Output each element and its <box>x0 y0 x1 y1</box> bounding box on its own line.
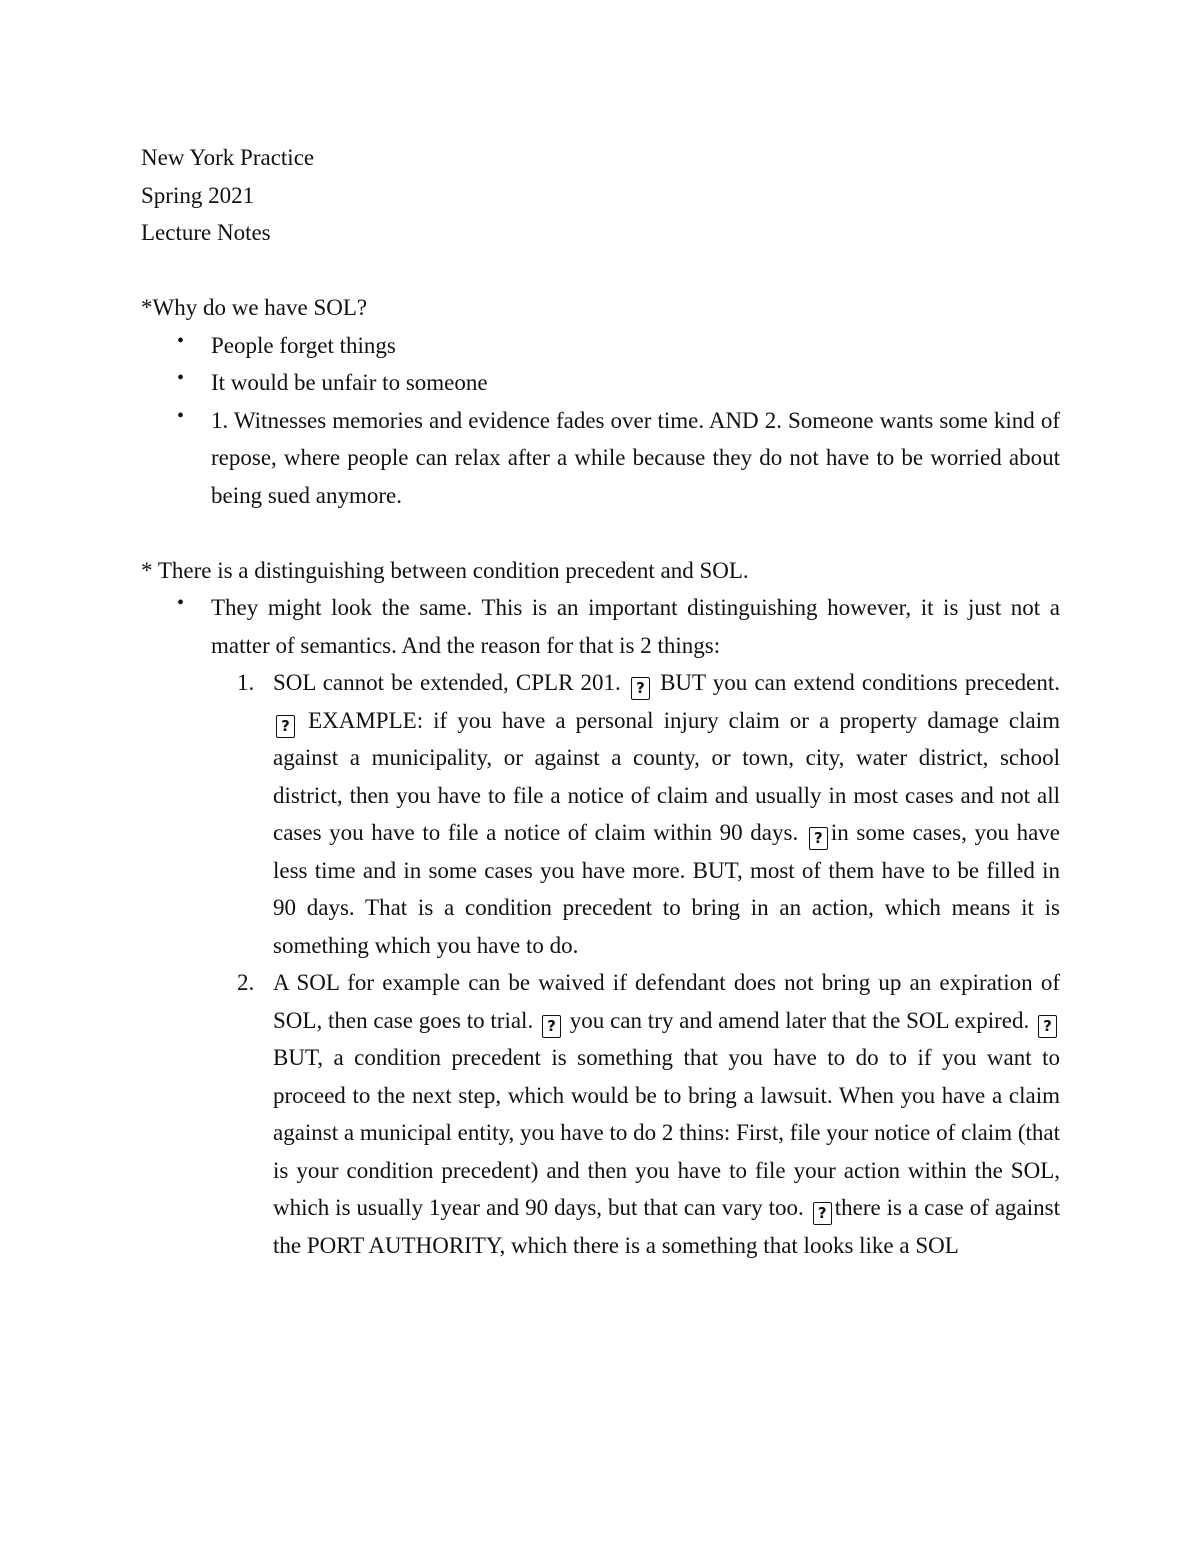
numbered-item <box>237 664 1061 964</box>
item-text: in some cases, you have less time and in some cases you have more. BUT, most of them have to be filled in 90 days. That is a condition precedent to bring in an action, which means it is something which you have to do. <box>273 820 1061 958</box>
item-text: you can try and amend later that the SOL expired. <box>569 1007 1030 1033</box>
missing-glyph-box-icon: ? <box>542 1015 561 1038</box>
missing-glyph-box-icon: ? <box>813 1202 832 1225</box>
blank-line <box>141 252 1060 290</box>
document-body <box>141 139 1060 1264</box>
bullet-item <box>211 589 1060 1264</box>
bullet-item: • People forget things <box>211 327 1060 365</box>
missing-glyph-box-icon: ? <box>276 715 295 738</box>
section-heading-condition-precedent: * There is a distinguishing between condition precedent and SOL. <box>141 557 749 583</box>
numbered-item <box>237 964 1060 1264</box>
document-type-label: Lecture Notes <box>141 220 271 245</box>
item-text: EXAMPLE: if you have a personal injury claim or a property damage claim against a municipality, or against a county, or town, city, water district, school district, then you have to file a notice of claim and usually in most cases and not all cases you have to file a notice of claim within 90 days. <box>273 707 1060 845</box>
item-text: there is a case of against the PORT AUTHORITY, which there is a something that looks like a SOL <box>273 1195 1060 1258</box>
item-text: A SOL for example can be waived if defendant does not bring up an expiration of SOL, then case goes to trial. <box>273 970 1060 1033</box>
missing-glyph-box-icon: ? <box>1038 1015 1057 1038</box>
item-number: 1. <box>237 670 255 695</box>
missing-glyph-box-icon: ? <box>631 677 650 700</box>
section-heading-why-sol: *Why do we have SOL? <box>141 295 368 320</box>
bullet-list-why-sol <box>141 327 1060 515</box>
missing-glyph-box-icon: ? <box>809 827 828 850</box>
blank-line <box>141 514 1060 552</box>
item-text: BUT you can extend conditions precedent. <box>660 670 1061 695</box>
bullet-item: • It would be unfair to someone <box>211 364 1060 402</box>
bullet-item: • 1. Witnesses memories and evidence fades over time. AND 2. Someone wants some kind of repose, where people can relax after a while because they do not have to be worried about being sued anymore. <box>211 402 1060 515</box>
item-text: SOL cannot be extended, CPLR 201. <box>273 670 621 695</box>
item-number: 2. <box>237 970 255 995</box>
course-title: New York Practice <box>141 145 315 170</box>
numbered-list <box>211 664 1060 1264</box>
bullet-list-condition-precedent <box>141 589 1060 1264</box>
item-text: BUT, a condition precedent is something that you have to do to if you want to proceed to the next step, which would be to bring a lawsuit. When you have a claim against a municipal entity, you have to do 2 thins: First, file your notice of claim (that is your condition precedent) and then you have to file your action within the SOL, which is usually 1year and 90 days, but that can vary too. <box>273 1045 1060 1220</box>
bullet-text: They might look the same. This is an important distinguishing however, it is just not a matter of semantics. And the reason for that is 2 things: <box>211 595 1060 658</box>
term-label: Spring 2021 <box>141 182 255 208</box>
